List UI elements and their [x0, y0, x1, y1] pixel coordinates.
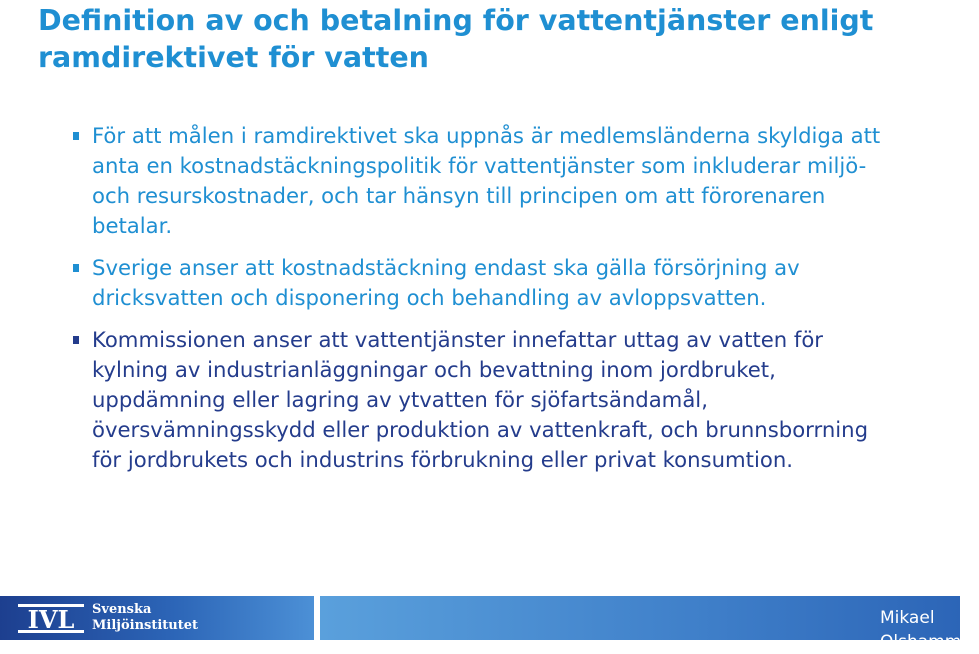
square-bullet-icon — [73, 132, 79, 140]
bullet-list — [70, 121, 890, 487]
bullet-text: För att målen i ramdirektivet ska uppnås är medlemsländerna skyldiga att anta en kostnadstäckningspolitik för vattentjänster som inkluderar miljö- och resurskostnader, och tar hänsyn till principen om att förorenaren betalar. — [92, 123, 881, 238]
footer-bar — [0, 596, 979, 652]
author-name: Mikael Olshammar — [880, 608, 979, 652]
footer-author-panel — [320, 596, 979, 652]
bullet-text: Kommissionen anser att vattentjänster innefattar uttag av vatten för kylning av industrianläggningar och bevattning inom jordbruket, uppdämning eller lagring av ytvatten för sjöfartsändamål, översvämningsskydd eller produktion av vattenkraft, och brunnsborrning för jordbrukets och industrins förbrukning eller privat konsumtion. — [92, 327, 869, 472]
logo-text — [92, 602, 198, 634]
bullet-item — [70, 253, 890, 313]
bullet-item — [70, 121, 890, 241]
bullet-text: Sverige anser att kostnadstäckning endast ska gälla försörjning av dricksvatten och disponering och behandling av avloppsvatten. — [92, 255, 800, 310]
square-bullet-icon — [73, 336, 79, 344]
footer-logo-panel — [0, 596, 314, 640]
ivl-logo-icon — [18, 599, 84, 637]
slide-title: Definition av och betalning för vattentjänster enligt ramdirektivet för vatten — [38, 4, 874, 74]
logo-line-1: Svenska — [92, 602, 152, 617]
bullet-item — [70, 325, 890, 475]
logo-line-2: Miljöinstitutet — [92, 618, 199, 633]
square-bullet-icon — [73, 264, 79, 272]
logo-mark: IVL — [27, 605, 75, 634]
